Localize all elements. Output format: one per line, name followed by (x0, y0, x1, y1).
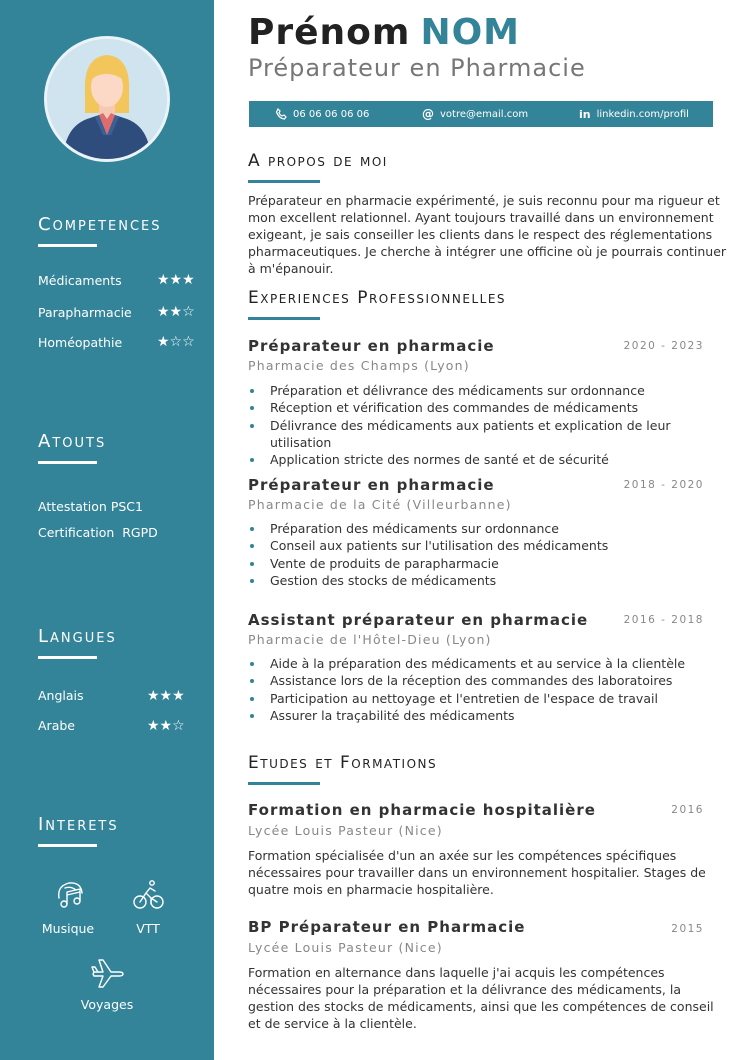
language-label: Anglais (38, 688, 84, 703)
job-dates: 2018 - 2020 (623, 479, 704, 491)
contact-email (422, 101, 528, 127)
job-title: Préparateur en pharmacie (248, 476, 495, 494)
list-item: Préparation des médicaments sur ordonnance (248, 520, 728, 537)
linkedin-text: linkedin.com/profil (596, 108, 689, 120)
skill-label: Médicaments (38, 273, 122, 288)
job-title: Assistant préparateur en pharmacie (248, 611, 589, 629)
hobby-label: Voyages (80, 997, 134, 1012)
education-title: Etudes et Formations (248, 753, 438, 773)
list-item: Application stricte des normes de santé et de sécurité (248, 451, 728, 468)
sidebar (0, 0, 214, 1060)
list-item: Participation au nettoyage et l'entretien de l'espace de travail (248, 690, 728, 707)
education-year: 2015 (671, 923, 704, 935)
langues-underline (38, 656, 97, 659)
job-company: Pharmacie de la Cité (Villeurbanne) (248, 497, 512, 512)
contact-phone (275, 101, 369, 127)
asset-item: Certification RGPD (38, 525, 158, 540)
about-title: A propos de moi (248, 151, 388, 171)
asset-item: Attestation PSC1 (38, 499, 143, 514)
skill-rating: ★★☆ (157, 304, 195, 320)
atouts-underline (38, 461, 97, 464)
atouts-title: Atouts (38, 431, 107, 452)
skill-rating: ★★★ (157, 272, 195, 288)
list-item: Assistance lors de la réception des commandes des laboratoires (248, 672, 728, 689)
about-text: Préparateur en pharmacie expérimenté, je suis reconnu pour ma rigueur et mon excellent relationnel. Ayant toujours travaillé dans un environnement exigeant, je sais conseiller les clients dans le respect des réglementations pharmaceutiques. Je cherche à intégrer une officine où je pourrais continuer à m'épanouir. (248, 193, 727, 276)
skill-rating: ★☆☆ (157, 334, 195, 350)
phone-text: 06 06 06 06 06 (293, 108, 370, 120)
contact-bar (249, 101, 713, 127)
education-year: 2016 (671, 804, 704, 816)
job-bullets (248, 655, 728, 724)
at-icon: @ (422, 107, 434, 121)
list-item: Aide à la préparation des médicaments et au service à la clientèle (248, 655, 728, 672)
job-bullets (248, 382, 728, 468)
phone-icon (275, 108, 287, 120)
candidate-name (248, 12, 520, 53)
competences-underline (38, 244, 97, 247)
linkedin-icon: in (579, 107, 591, 121)
education-description: Formation en alternance dans laquelle j'ai acquis les compétences nécessaires pour la préparation et la délivrance des médicaments, la gestion des stocks de médicaments, ainsi que les compétences de conseil et de service à la clientèle. (248, 965, 714, 1031)
avatar-illustration (47, 39, 167, 159)
language-rating: ★★☆ (147, 718, 185, 734)
language-rating: ★★★ (147, 688, 185, 704)
skill-label: Homéopathie (38, 335, 123, 350)
airplane-icon (90, 954, 126, 994)
hobby-label: VTT (136, 921, 160, 936)
skill-label: Parapharmacie (38, 305, 132, 320)
list-item: Conseil aux patients sur l'utilisation des médicaments (248, 537, 728, 554)
experiences-underline (248, 317, 320, 320)
list-item: Gestion des stocks de médicaments (248, 572, 728, 589)
music-icon (53, 878, 87, 916)
interets-title: Interets (38, 814, 119, 835)
list-item: Délivrance des médicaments aux patients et explication de leur utilisation (248, 417, 728, 452)
hobby-label: Musique (41, 921, 95, 936)
language-label: Arabe (38, 718, 75, 733)
list-item: Réception et vérification des commandes de médicaments (248, 399, 728, 416)
job-dates: 2020 - 2023 (623, 340, 704, 352)
job-company: Pharmacie de l'Hôtel-Dieu (Lyon) (248, 632, 492, 647)
experiences-title: Experiences Professionnelles (248, 288, 507, 308)
email-text: votre@email.com (440, 108, 529, 120)
education-title-item: Formation en pharmacie hospitalière (248, 801, 596, 819)
avatar (44, 36, 170, 162)
langues-title: Langues (38, 626, 117, 647)
competences-title: Competences (38, 214, 162, 235)
education-description: Formation spécialisée d'un an axée sur les compétences spécifiques nécessaires pour travailler dans un environnement hospitalier. Stages de quatre mois en pharmacie hospitalière. (248, 848, 706, 897)
education-school: Lycée Louis Pasteur (Nice) (248, 940, 443, 955)
education-title-item: BP Préparateur en Pharmacie (248, 918, 526, 936)
job-dates: 2016 - 2018 (623, 614, 704, 626)
about-underline (248, 180, 320, 183)
job-bullets (248, 520, 728, 589)
contact-linkedin (579, 101, 689, 127)
education-underline (248, 782, 320, 785)
list-item: Assurer la traçabilité des médicaments (248, 707, 728, 724)
job-company: Pharmacie des Champs (Lyon) (248, 358, 470, 373)
job-title: Préparateur en Pharmacie (248, 54, 586, 82)
list-item: Préparation et délivrance des médicaments sur ordonnance (248, 382, 728, 399)
last-name: NOM (420, 12, 520, 53)
first-name: Prénom (248, 12, 411, 53)
bicycle-icon (131, 878, 165, 916)
job-title: Préparateur en pharmacie (248, 337, 495, 355)
interets-underline (38, 844, 97, 847)
education-school: Lycée Louis Pasteur (Nice) (248, 823, 443, 838)
list-item: Vente de produits de parapharmacie (248, 555, 728, 572)
